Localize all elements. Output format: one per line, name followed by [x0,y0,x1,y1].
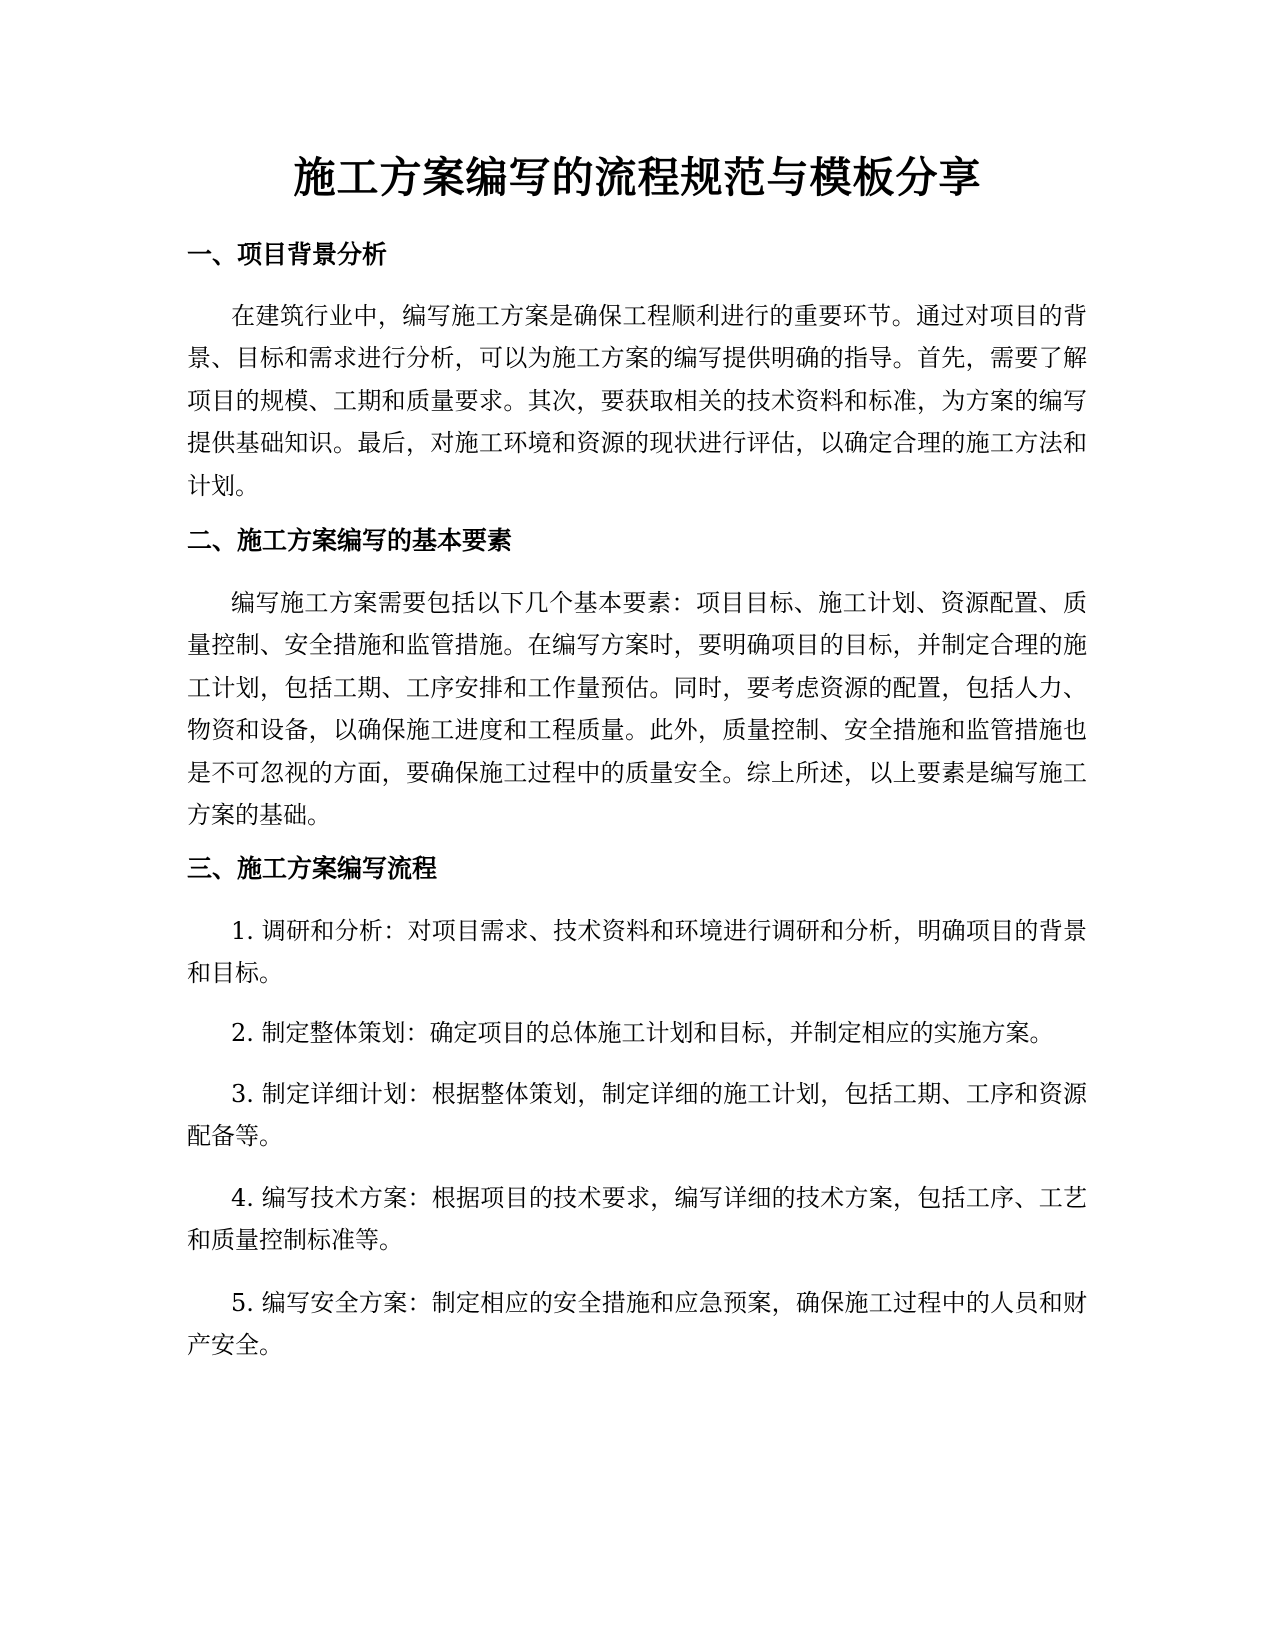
document-title: 施工方案编写的流程规范与模板分享 [293,153,982,202]
section-heading-elements: 二、施工方案编写的基本要素 [187,526,513,555]
process-step: 2. 制定整体策划：确定项目的总体施工计划和目标，并制定相应的实施方案。 [231,1019,1054,1047]
process-step: 1. 调研和分析：对项目需求、技术资料和环境进行调研和分析，明确项目的背景和目标。 [187,917,1087,988]
process-step: 3. 制定详细计划：根据整体策划，制定详细的施工计划，包括工期、工序和资源配备等。 [187,1080,1087,1151]
section-paragraph: 在建筑行业中，编写施工方案是确保工程顺利进行的重要环节。通过对项目的背景、目标和需求进行分析，可以为施工方案的编写提供明确的指导。首先，需要了解项目的规模、工期和质量要求。其次，要获取相关的技术资料和标准，为方案的编写提供基础知识。最后，对施工环境和资源的现状进行评估，以确定合理的施工方法和计划。 [187,302,1087,500]
section-paragraph: 编写施工方案需要包括以下几个基本要素：项目目标、施工计划、资源配置、质量控制、安全措施和监管措施。在编写方案时，要明确项目的目标，并制定合理的施工计划，包括工期、工序安排和工作量预估。同时，要考虑资源的配置，包括人力、物资和设备，以确保施工进度和工程质量。此外，质量控制、安全措施和监管措施也是不可忽视的方面，要确保施工过程中的质量安全。综上所述，以上要素是编写施工方案的基础。 [187,589,1087,830]
process-step: 4. 编写技术方案：根据项目的技术要求，编写详细的技术方案，包括工序、工艺和质量控制标准等。 [187,1184,1087,1255]
section-heading-background: 一、项目背景分析 [187,240,388,269]
process-step: 5. 编写安全方案：制定相应的安全措施和应急预案，确保施工过程中的人员和财产安全。 [187,1289,1087,1360]
section-heading-process: 三、施工方案编写流程 [187,854,438,883]
